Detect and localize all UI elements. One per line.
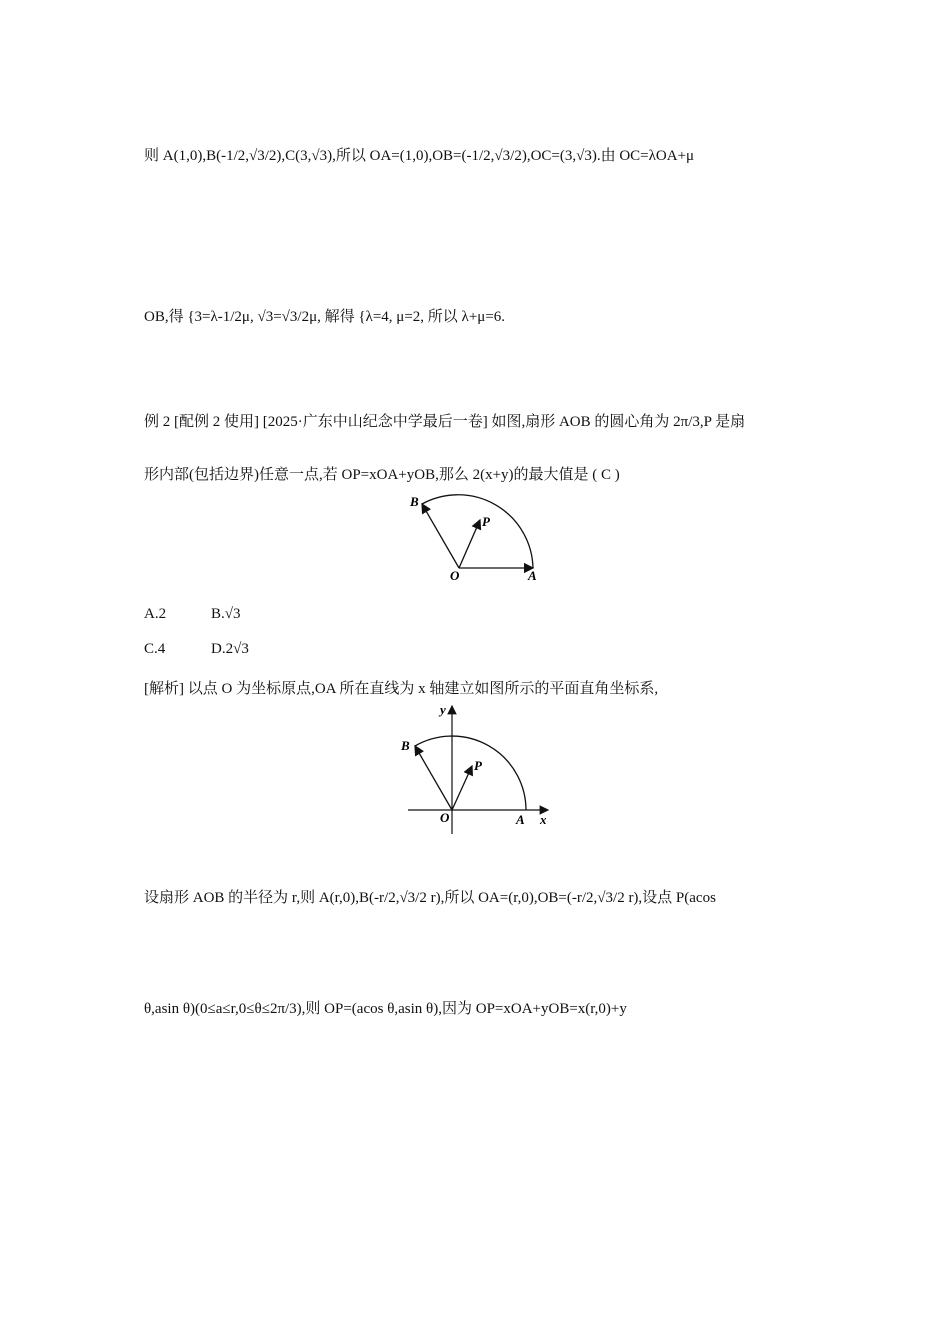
text-line-7: θ,asin θ)(0≤a≤r,0≤θ≤2π/3),则 OP=(acos θ,asin θ),因为 OP=xOA+yOB=x(r,0)+y (144, 1001, 627, 1017)
text-line-5: [解析] 以点 O 为坐标原点,OA 所在直线为 x 轴建立如图所示的平面直角坐标系, (144, 681, 659, 697)
label-y: y (440, 702, 446, 717)
text-line-6: 设扇形 AOB 的半径为 r,则 A(r,0),B(-r/2,√3/2 r),所以 OA=(r,0),OB=(-r/2,√3/2 r),设点 P(acos (144, 890, 716, 906)
label-O: O (450, 568, 460, 583)
label-B: B (401, 738, 410, 753)
option-a: A.2 (144, 606, 167, 622)
sector-figure-2 (398, 700, 558, 836)
label-P: P (474, 758, 482, 773)
sector-figure-1 (400, 486, 560, 586)
text-line-4: 形内部(包括边界)任意一点,若 OP=xOA+yOB,那么 2(x+y)的最大值是 ( C ) (144, 467, 620, 483)
label-A: A (516, 812, 525, 827)
text-line-1: 则 A(1,0),B(-1/2,√3/2),C(3,√3),所以 OA=(1,0),OB=(-1/2,√3/2),OC=(3,√3).由 OC=λOA+μ (144, 148, 695, 164)
text-line-2: OB,得 {3=λ-1/2μ, √3=√3/2μ, 解得 {λ=4, μ=2, 所以 λ+μ=6. (144, 309, 506, 325)
label-A: A (528, 568, 537, 583)
label-x: x (540, 812, 547, 827)
label-O: O (440, 810, 450, 825)
text-line-3: 例 2 [配例 2 使用] [2025·广东中山纪念中学最后一卷] 如图,扇形 AOB 的圆心角为 2π/3,P 是扇 (144, 414, 746, 430)
label-P: P (482, 514, 490, 529)
option-c: C.4 (144, 641, 166, 657)
option-b: B.√3 (211, 606, 241, 622)
option-d: D.2√3 (211, 641, 249, 657)
label-B: B (410, 494, 419, 509)
